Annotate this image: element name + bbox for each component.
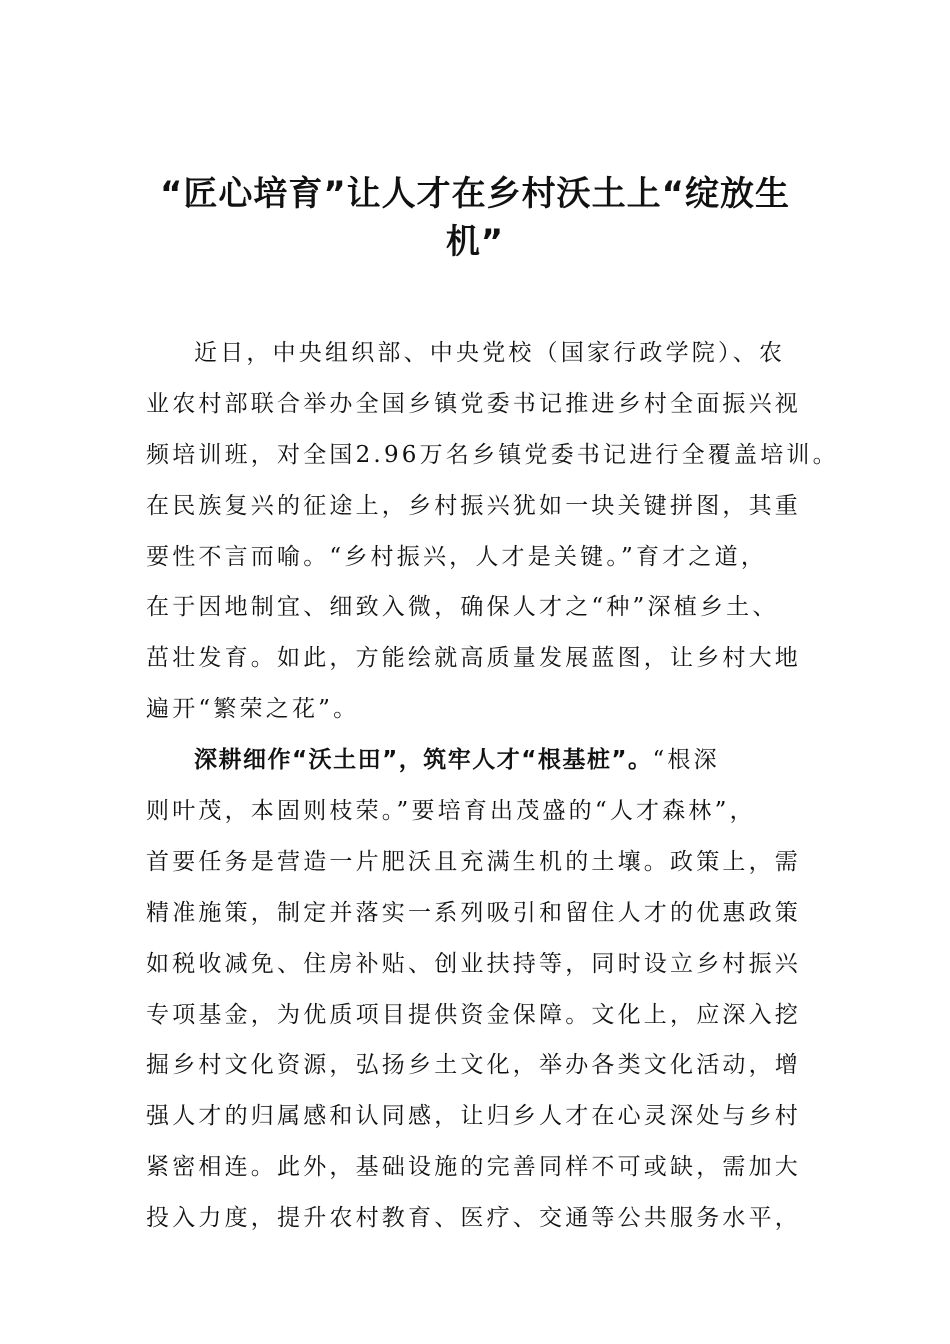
paragraph-2-line: 首要任务是营造一片肥沃且充满生机的土壤。政策上，需 <box>146 848 801 875</box>
title-line-1: “匠心培育”让人才在乡村沃土上“绽放生 <box>159 174 791 214</box>
paragraph-1-line: 茁壮发育。如此，方能绘就高质量发展蓝图，让乡村大地 <box>146 645 801 672</box>
article-body <box>146 328 839 1244</box>
paragraph-2-first-line <box>146 735 816 786</box>
paragraph-2-line: 掘乡村文化资源，弘扬乡土文化，举办各类文化活动，增 <box>146 1052 801 1079</box>
paragraph-1-line: 近日，中央组织部、中央党校（国家行政学院）、农 <box>194 340 786 366</box>
paragraph-1-line: 要性不言而喻。“乡村振兴，人才是关键。”育才之道， <box>146 543 768 570</box>
title-line-2: 机” <box>445 222 505 262</box>
document-title <box>120 170 830 266</box>
paragraph-2-lead-heading: 深耕细作“沃土田”，筑牢人才“根基桩”。 <box>194 747 653 774</box>
paragraph-1-line: 业农村部联合举办全国乡镇党委书记推进乡村全面振兴视 <box>146 390 801 417</box>
paragraph-2-line: 如税收减免、住房补贴、创业扶持等，同时设立乡村振兴 <box>146 950 801 977</box>
paragraph-2-line: 紧密相连。此外，基础设施的完善同样不可或缺，需加大 <box>146 1154 801 1181</box>
paragraph-2-line: 专项基金，为优质项目提供资金保障。文化上，应深入挖 <box>146 1001 801 1028</box>
paragraph-2-line: 则叶茂，本固则枝荣。”要培育出茂盛的“人才森林”， <box>146 798 756 825</box>
paragraph-2-first-rest: “根深 <box>652 747 720 774</box>
paragraph-1-line: 遍开“繁荣之花”。 <box>146 696 360 723</box>
paragraph-1-line: 在于因地制宜、细致入微，确保人才之“种”深植乡土、 <box>146 594 779 621</box>
paragraph-2-line: 投入力度，提升农村教育、医疗、交通等公共服务水平， <box>146 1205 801 1232</box>
paragraph-2-line: 精准施策，制定并落实一系列吸引和留住人才的优惠政策 <box>146 899 801 926</box>
paragraph-1-line: 频培训班，对全国2.96万名乡镇党委书记进行全覆盖培训。 <box>146 441 839 468</box>
paragraph-2-line: 强人才的归属感和认同感，让归乡人才在心灵深处与乡村 <box>146 1103 801 1130</box>
paragraph-1-line: 在民族复兴的征途上，乡村振兴犹如一块关键拼图，其重 <box>146 492 801 519</box>
